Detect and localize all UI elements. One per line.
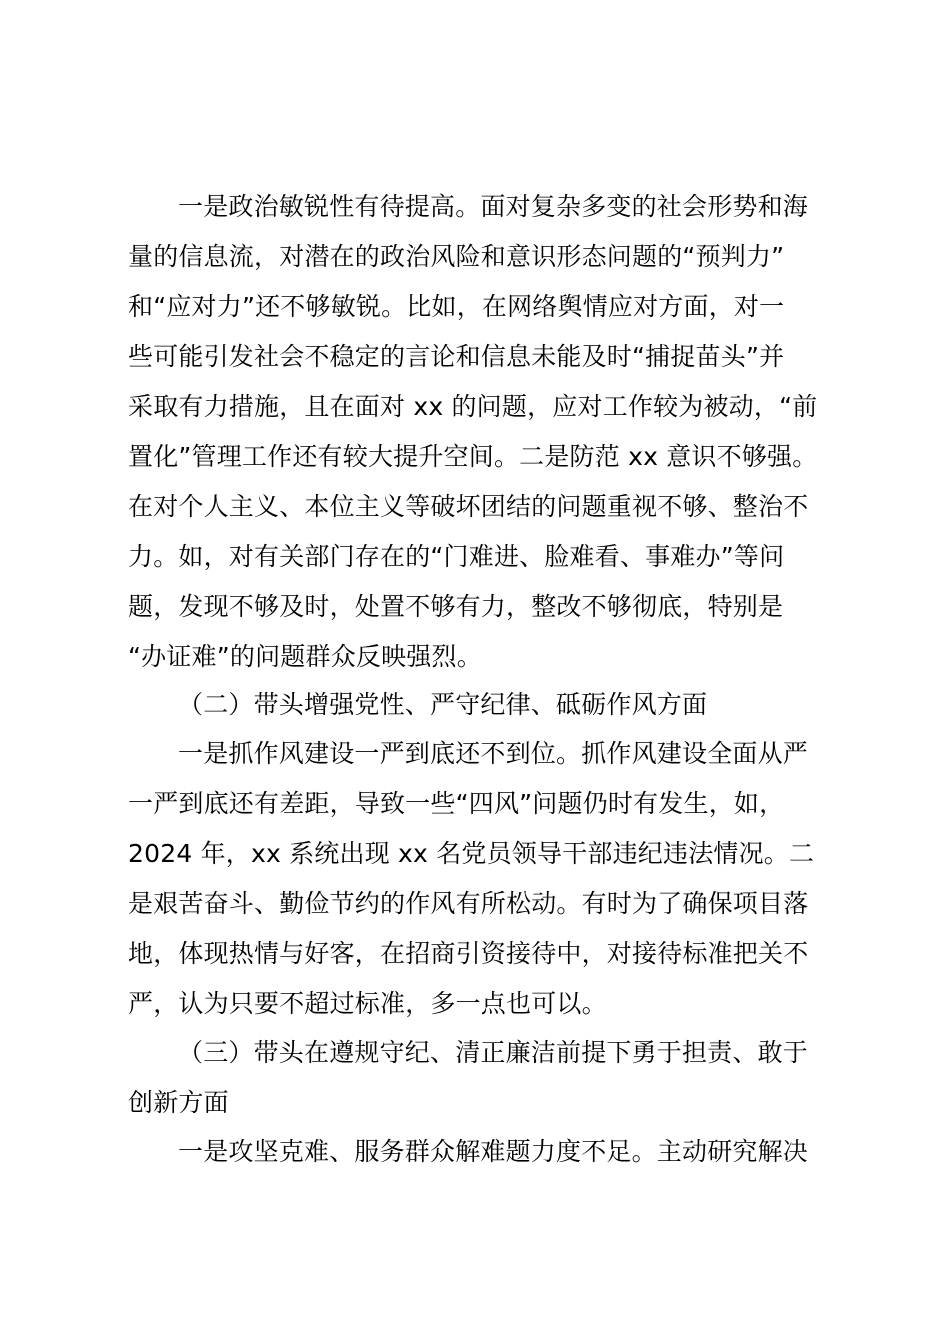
paragraph-line: 采取有力措施，且在面对 xx 的问题，应对工作较为被动，“前 xyxy=(128,392,818,421)
section-heading: （二）带头增强党性、严守纪律、砥砺作风方面 xyxy=(178,690,708,719)
paragraph-line: 置化”管理工作还有较大提升空间。二是防范 xx 意识不够强。 xyxy=(128,442,818,471)
paragraph-line: 力。如，对有关部门存在的“门难进、脸难看、事难办”等问 xyxy=(128,542,785,571)
paragraph-line: 2024 年，xx 系统出现 xx 名党员领导干部违纪违法情况。二 xyxy=(128,839,815,868)
section-heading-continued: 创新方面 xyxy=(128,1088,229,1117)
paragraph-line: 和“应对力”还不够敏锐。比如，在网络舆情应对方面，对一 xyxy=(128,292,785,321)
section-heading: （三）带头在遵规守纪、清正廉洁前提下勇于担责、敢于 xyxy=(178,1038,809,1067)
paragraph-line: 一是抓作风建设一严到底还不到位。抓作风建设全面从严 xyxy=(178,739,809,768)
paragraph-line: “办证难”的问题群众反映强烈。 xyxy=(128,642,482,671)
paragraph-line: 题，发现不够及时，处置不够有力，整改不够彻底，特别是 xyxy=(128,592,784,621)
paragraph-line: 是艰苦奋斗、勤俭节约的作风有所松动。有时为了确保项目落 xyxy=(128,889,809,918)
paragraph-line: 量的信息流，对潜在的政治风险和意识形态问题的“预判力” xyxy=(128,242,785,271)
paragraph-line: 在对个人主义、本位主义等破坏团结的问题重视不够、整治不 xyxy=(128,492,809,521)
paragraph-line: 严，认为只要不超过标准，多一点也可以。 xyxy=(128,989,607,1018)
paragraph-line: 一是攻坚克难、服务群众解难题力度不足。主动研究解决 xyxy=(178,1137,809,1166)
paragraph-line: 些可能引发社会不稳定的言论和信息未能及时“捕捉苗头”并 xyxy=(128,342,785,371)
paragraph-line: 一严到底还有差距，导致一些“四风”问题仍时有发生，如， xyxy=(128,789,785,818)
paragraph-line: 一是政治敏锐性有待提高。面对复杂多变的社会形势和海 xyxy=(178,192,809,221)
paragraph-line: 地，体现热情与好客，在招商引资接待中，对接待标准把关不 xyxy=(128,939,809,968)
